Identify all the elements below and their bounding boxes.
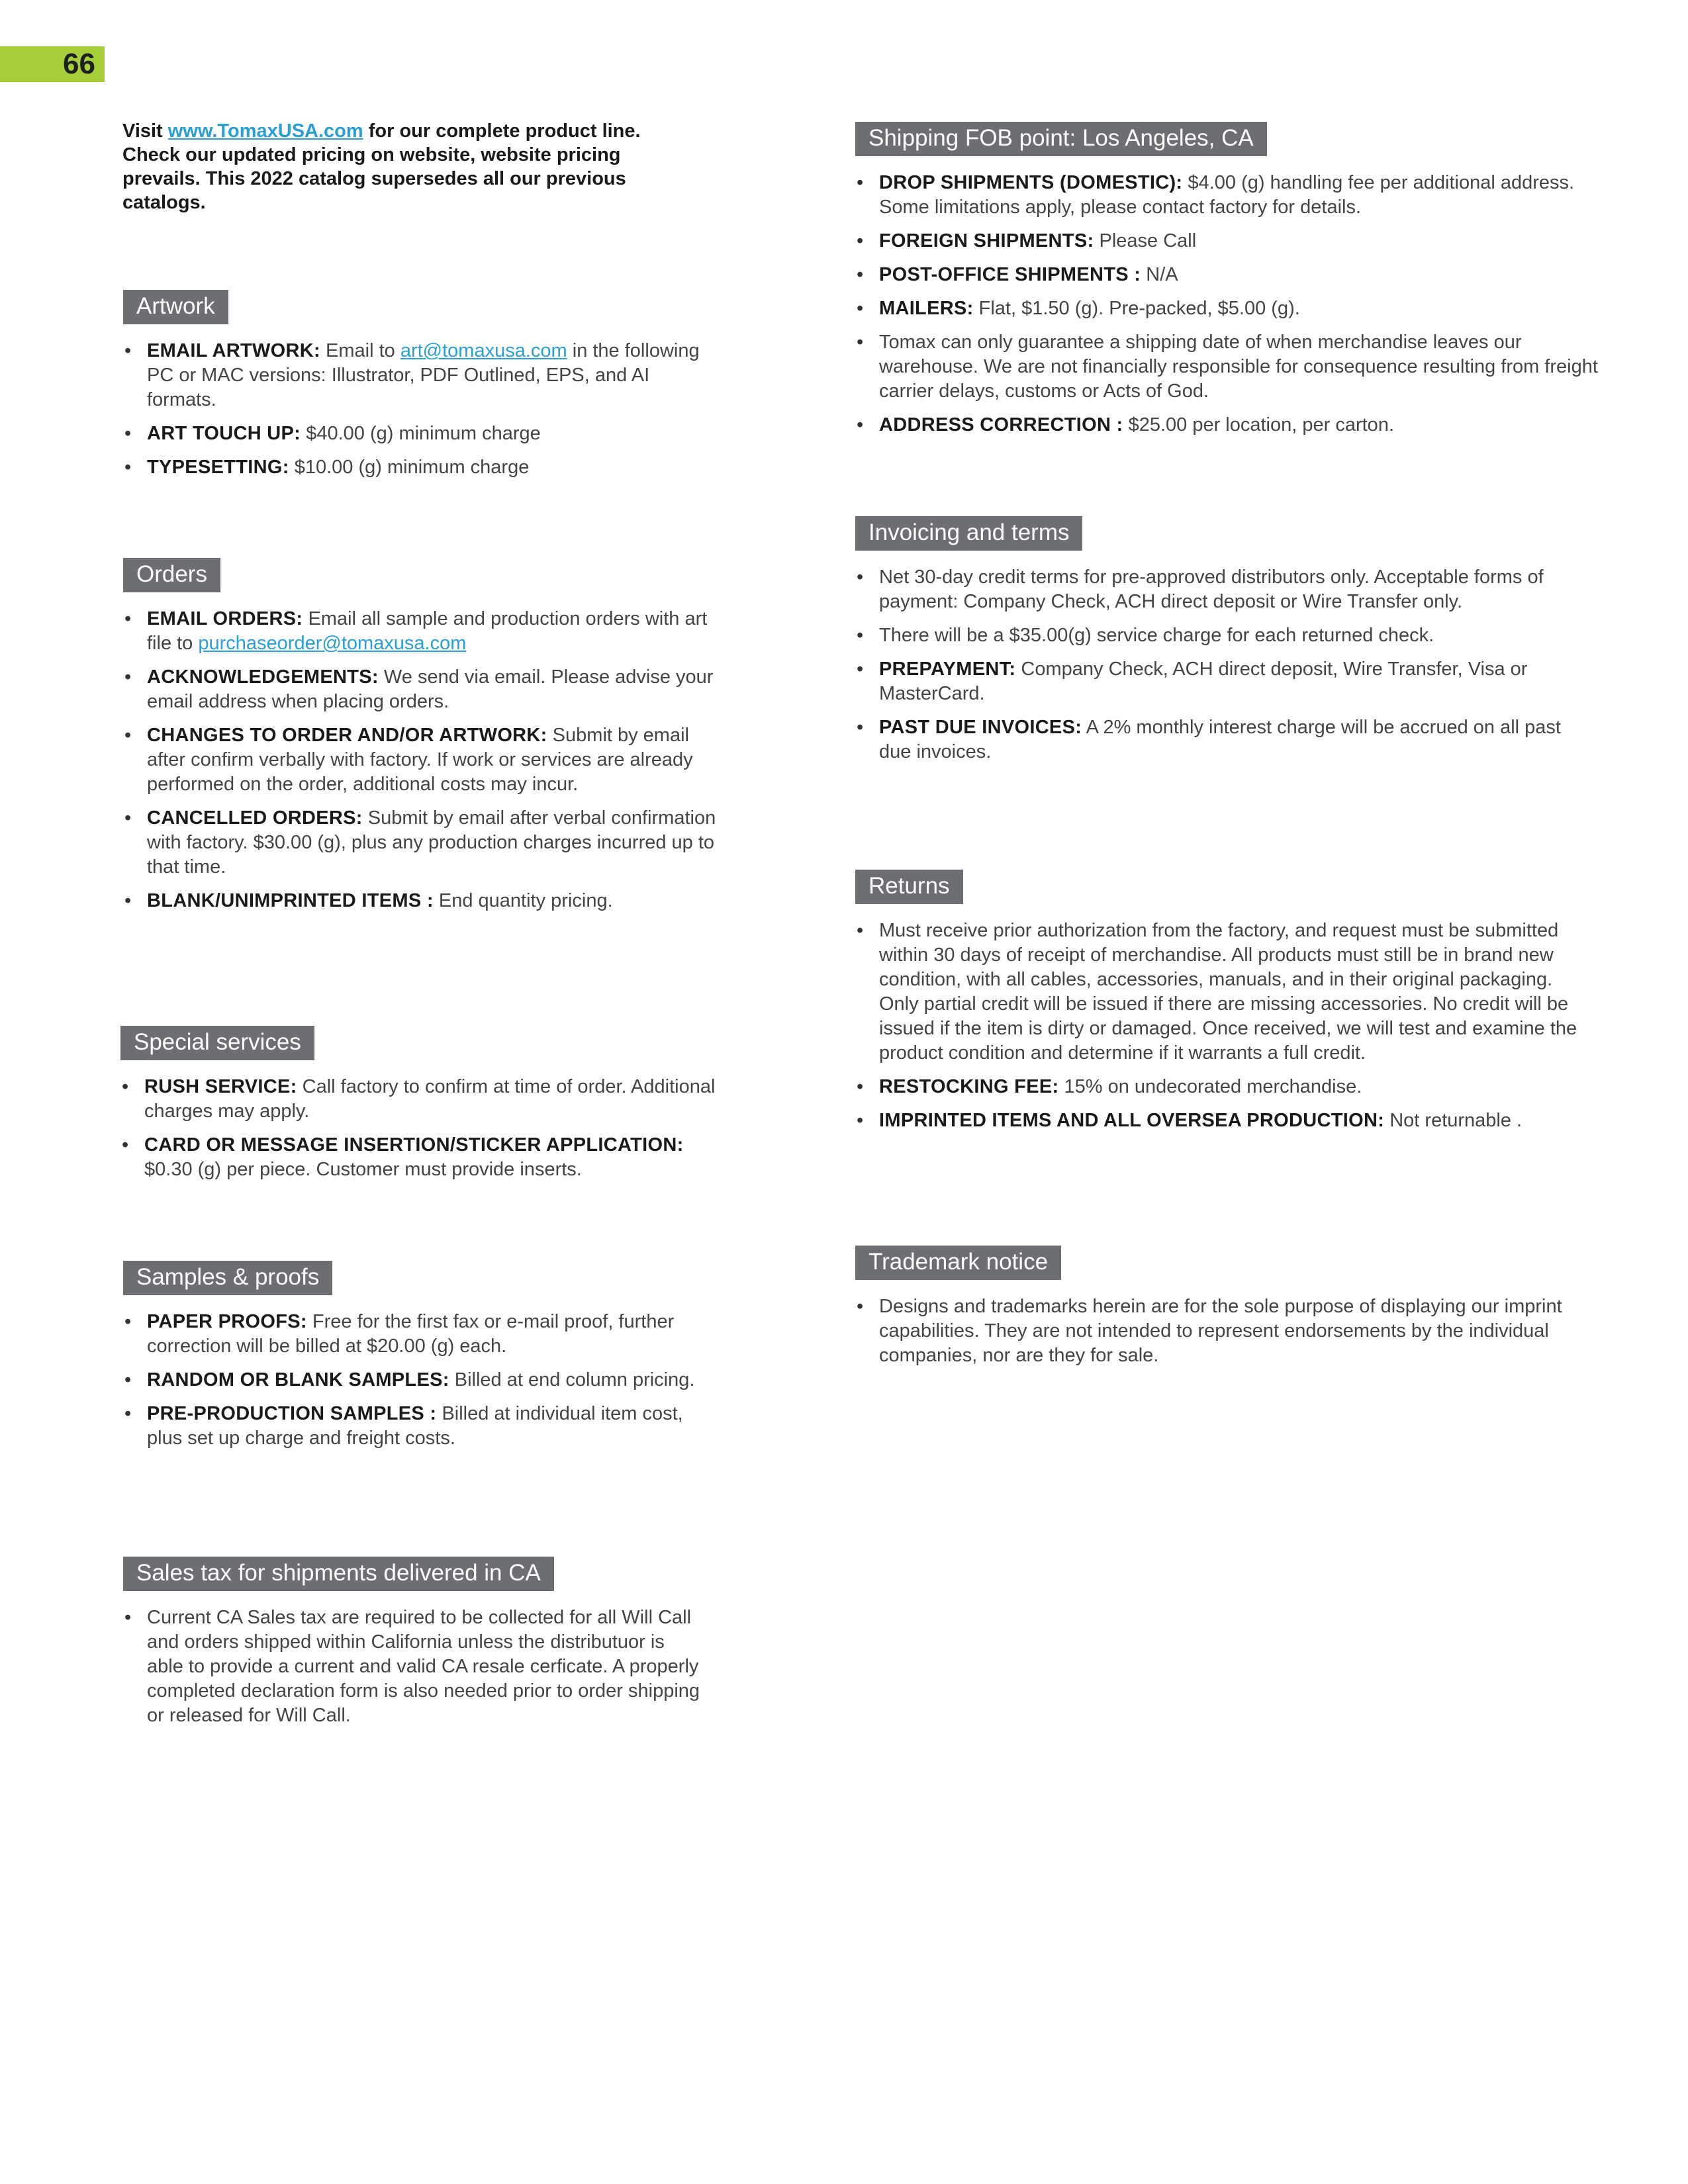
list-item: • ACKNOWLEDGEMENTS: We send via email. Please advise your email address when placing orders. <box>123 665 719 714</box>
intro-visit: Visit <box>122 120 168 142</box>
list-item: • EMAIL ORDERS: Email all sample and production orders with art file to purchaseorder@tomaxusa.com <box>123 607 719 656</box>
page-number-tab <box>0 46 105 82</box>
website-link[interactable]: www.TomaxUSA.com <box>167 120 363 142</box>
list-item: • There will be a $35.00(g) service charge for each returned check. <box>855 623 1570 648</box>
list-item: • IMPRINTED ITEMS AND ALL OVERSEA PRODUCTION: Not returnable . <box>855 1109 1583 1133</box>
orders-email-link[interactable]: purchaseorder@tomaxusa.com <box>198 633 467 654</box>
returns-section <box>855 870 1583 1142</box>
section-title-special-services: Special services <box>120 1026 314 1060</box>
section-title-sales-tax: Sales tax for shipments delivered in CA <box>123 1557 554 1591</box>
list-item: • CHANGES TO ORDER AND/OR ARTWORK: Submit by email after confirm verbally with factory. If work or services are already performed on the order, additional costs may incur. <box>123 723 719 797</box>
list-item: • PREPAYMENT: Company Check, ACH direct deposit, Wire Transfer, Visa or MasterCard. <box>855 657 1570 706</box>
list-item: • EMAIL ARTWORK: Email to art@tomaxusa.com in the following PC or MAC versions: Illustrator, PDF Outlined, EPS, and AI formats. <box>123 339 719 412</box>
section-title-artwork: Artwork <box>123 290 228 324</box>
special-services-section <box>120 1026 729 1191</box>
list-item: • BLANK/UNIMPRINTED ITEMS : End quantity pricing. <box>123 889 719 913</box>
list-item: • FOREIGN SHIPMENTS: Please Call <box>855 229 1610 253</box>
trademark-section <box>855 1246 1570 1377</box>
list-item: • ADDRESS CORRECTION : $25.00 per location, per carton. <box>855 413 1610 437</box>
list-item: • Net 30-day credit terms for pre-approved distributors only. Acceptable forms of payment: Company Check, ACH direct deposit or Wire Transfer only. <box>855 565 1570 614</box>
list-item: • Tomax can only guarantee a shipping date of when merchandise leaves our warehouse. We are not financially responsible for consequence resulting from freight carrier delays, customs or Acts of God. <box>855 330 1610 404</box>
page-number: 66 <box>63 48 95 80</box>
artwork-email-link[interactable]: art@tomaxusa.com <box>400 340 567 361</box>
section-title-samples: Samples & proofs <box>123 1261 332 1295</box>
section-title-orders: Orders <box>123 558 220 592</box>
list-item: • RESTOCKING FEE: 15% on undecorated merchandise. <box>855 1075 1583 1099</box>
intro-text: for our complete product line. Check our updated pricing on website, website pricing prevails. This 2022 catalog supersedes all our previous catalogs. <box>122 120 641 213</box>
list-item: • PAPER PROOFS: Free for the first fax or e-mail proof, further correction will be billed at $20.00 (g) each. <box>123 1310 719 1359</box>
list-item: • Must receive prior authorization from the factory, and request must be submitted within 30 days of receipt of merchandise. All products must still be in brand new condition, with all cables, accessories, manuals, and in their original packaging. Only partial credit will be issued if there are missing accessories. No credit will be issued if the item is dirty or damaged. Once received, we will test and examine the product condition and determine if it warrants a full credit. <box>855 919 1583 1066</box>
list-item: • TYPESETTING: $10.00 (g) minimum charge <box>123 455 719 480</box>
list-item: • ART TOUCH UP: $40.00 (g) minimum charge <box>123 422 719 446</box>
list-item: • Designs and trademarks herein are for the sole purpose of displaying our imprint capabilities. They are not intended to represent endorsements by the individual companies, nor are they for sale. <box>855 1295 1570 1368</box>
orders-section <box>123 558 719 923</box>
list-item: • Current CA Sales tax are required to be collected for all Will Call and orders shipped within California unless the distributuor is able to provide a current and valid CA resale cerficate. A properly completed declaration form is also needed prior to order shipping or released for Will Call. <box>123 1606 706 1728</box>
section-title-returns: Returns <box>855 870 963 904</box>
list-item: • CARD OR MESSAGE INSERTION/STICKER APPLICATION: $0.30 (g) per piece. Customer must provide inserts. <box>120 1133 729 1182</box>
list-item: • POST-OFFICE SHIPMENTS : N/A <box>855 263 1610 287</box>
list-item: • PRE-PRODUCTION SAMPLES : Billed at individual item cost, plus set up charge and freight costs. <box>123 1402 719 1451</box>
list-item: • MAILERS: Flat, $1.50 (g). Pre-packed, $5.00 (g). <box>855 296 1610 321</box>
intro-paragraph <box>122 119 679 214</box>
list-item: • RANDOM OR BLANK SAMPLES: Billed at end column pricing. <box>123 1368 719 1392</box>
section-title-invoicing: Invoicing and terms <box>855 516 1082 551</box>
section-title-trademark: Trademark notice <box>855 1246 1061 1280</box>
samples-section <box>123 1261 719 1460</box>
shipping-section <box>855 122 1610 447</box>
list-item: • RUSH SERVICE: Call factory to confirm at time of order. Additional charges may apply. <box>120 1075 729 1124</box>
artwork-section <box>123 290 719 489</box>
invoicing-section <box>855 516 1570 774</box>
list-item: • DROP SHIPMENTS (DOMESTIC): $4.00 (g) handling fee per additional address. Some limitations apply, please contact factory for details. <box>855 171 1610 220</box>
list-item: • PAST DUE INVOICES: A 2% monthly interest charge will be accrued on all past due invoices. <box>855 715 1570 764</box>
sales-tax-section <box>123 1557 706 1737</box>
section-title-shipping: Shipping FOB point: Los Angeles, CA <box>855 122 1267 156</box>
list-item: • CANCELLED ORDERS: Submit by email after verbal confirmation with factory. $30.00 (g), plus any production charges incurred up to that time. <box>123 806 719 880</box>
